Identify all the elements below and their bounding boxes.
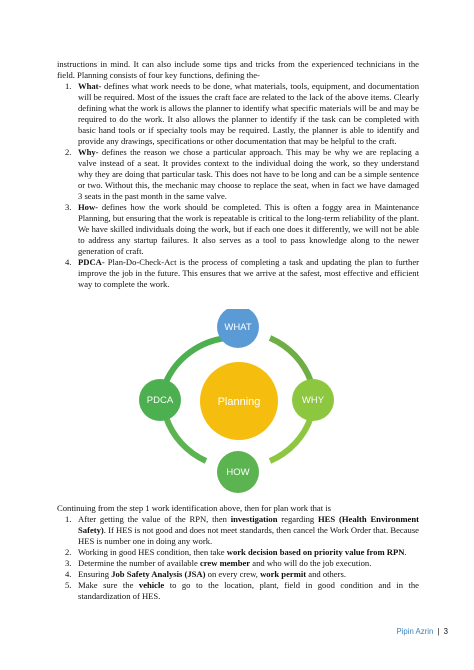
list-number: 4.	[65, 257, 72, 267]
list-number: 2.	[65, 547, 72, 557]
planned-work-steps-list	[57, 514, 419, 602]
list-number: 1.	[65, 514, 72, 524]
function-term: Why-	[78, 147, 99, 157]
function-term: What-	[78, 81, 102, 91]
list-item	[57, 147, 419, 202]
step-text: and who will do the job execution.	[250, 558, 372, 568]
page-footer	[396, 627, 448, 636]
list-item	[57, 257, 419, 290]
why-label: WHY	[301, 395, 325, 406]
function-description: defines what work needs to be done, what materials, tools, equipment, and documentation will be required. Most of the issues the craft face are related to the lack of the above items. Clearly defining what the work is allows the planner to identify what specific materials will be and may be required to do the work. It also allows the planner to identify if the task can be completed with basic hand tools or if specialty tools may be required. Lastly, the planner is able to identify and provide any drawings, specifications or other documentation that may be helpful to the craft.	[78, 81, 419, 146]
list-item	[57, 547, 419, 558]
step-text: and others.	[306, 569, 346, 579]
step-text: Make sure the	[78, 580, 139, 590]
page-number: 3	[443, 627, 448, 636]
function-description: Plan-Do-Check-Act is the process of completing a task and updating the plan to further improve the job in the future. This ensures that we arrive at the safest, most effective and efficient way to complete the work.	[78, 257, 419, 289]
continuing-paragraph: Continuing from the step 1 work identification above, then for plan work that is	[57, 503, 331, 513]
what-label: WHAT	[224, 322, 252, 333]
step-text: After getting the value of the RPN, then	[78, 514, 231, 524]
step-bold-text: vehicle	[138, 580, 165, 590]
step-bold-text: investigation	[230, 514, 278, 524]
list-number: 4.	[65, 569, 72, 579]
step-text: Determine the number of available	[78, 558, 200, 568]
step-bold-text: crew member	[199, 558, 251, 568]
footer-separator: |	[437, 627, 440, 636]
step-text: Ensuring	[78, 569, 112, 579]
footer-author: Pipin Azrin	[396, 627, 434, 636]
how-label: HOW	[226, 467, 250, 478]
intro-paragraph: instructions in mind. It can also include some tips and tricks from the experienced technicians in the field. Planning consists of four key functions, defining the-	[57, 59, 419, 80]
list-number: 3.	[65, 558, 72, 568]
function-term: How-	[78, 202, 99, 212]
list-item	[57, 81, 419, 147]
step-bold-text: Job Safety Analysis (JSA)	[111, 569, 206, 579]
step-text: regarding	[277, 514, 318, 524]
list-number: 5.	[65, 580, 72, 590]
list-item	[57, 558, 419, 569]
list-number: 3.	[65, 202, 72, 212]
list-item	[57, 514, 419, 547]
step-text: . If HES is not good and does not meet standards, then cancel the Work Order that. Because HES is number one in doing any work.	[78, 525, 419, 546]
list-item	[57, 580, 419, 602]
list-item	[57, 569, 419, 580]
step-bold-text: work permit	[260, 569, 307, 579]
function-description: defines the reason we chose a particular approach. This may be why we are replacing a valve instead of a seat. It provides context to the individual doing the work, so they understand why they are doing that particular task. This does not have to be long and can be a simple sentence or two. Without this, the mechanic may choose to replace the seat, when in fact we have damaged 3 seats in the past month in the same valve.	[78, 147, 419, 201]
planning-cycle-diagram	[118, 309, 356, 495]
planning-functions-list	[57, 81, 419, 290]
center-label: Planning	[217, 396, 261, 408]
step-bold-text: work decision based on priority value from RPN	[226, 547, 405, 557]
arrow-what-to-why	[270, 338, 311, 382]
function-term: PDCA-	[78, 257, 105, 267]
step-text: on every crew,	[205, 569, 261, 579]
upper-text-block	[57, 59, 419, 290]
lower-text-block	[57, 503, 419, 602]
step-text: to go to the location, plant, field in good condition and in the standardization of HES.	[78, 580, 419, 601]
arrow-why-to-how	[270, 417, 311, 461]
step-text: .	[404, 547, 407, 557]
step-bold-text: HES (Health Environment Safety)	[78, 514, 419, 535]
list-number: 1.	[65, 81, 72, 91]
step-text: Working in good HES condition, then take	[78, 547, 227, 557]
list-number: 2.	[65, 147, 72, 157]
arrow-how-to-pdca	[166, 417, 206, 461]
function-description: defines how the work should be completed. This is often a foggy area in Maintenance Planning, but ensuring that the work is repeatable is critical to the long-term reliability of the plant. We have skilled individuals doing the work, but if each one does it differently, we will not be able to address any startup failures. It also serves as a tool to pass knowledge along to the newer generation of craft.	[78, 202, 419, 256]
pdca-label: PDCA	[146, 395, 174, 406]
list-item	[57, 202, 419, 257]
